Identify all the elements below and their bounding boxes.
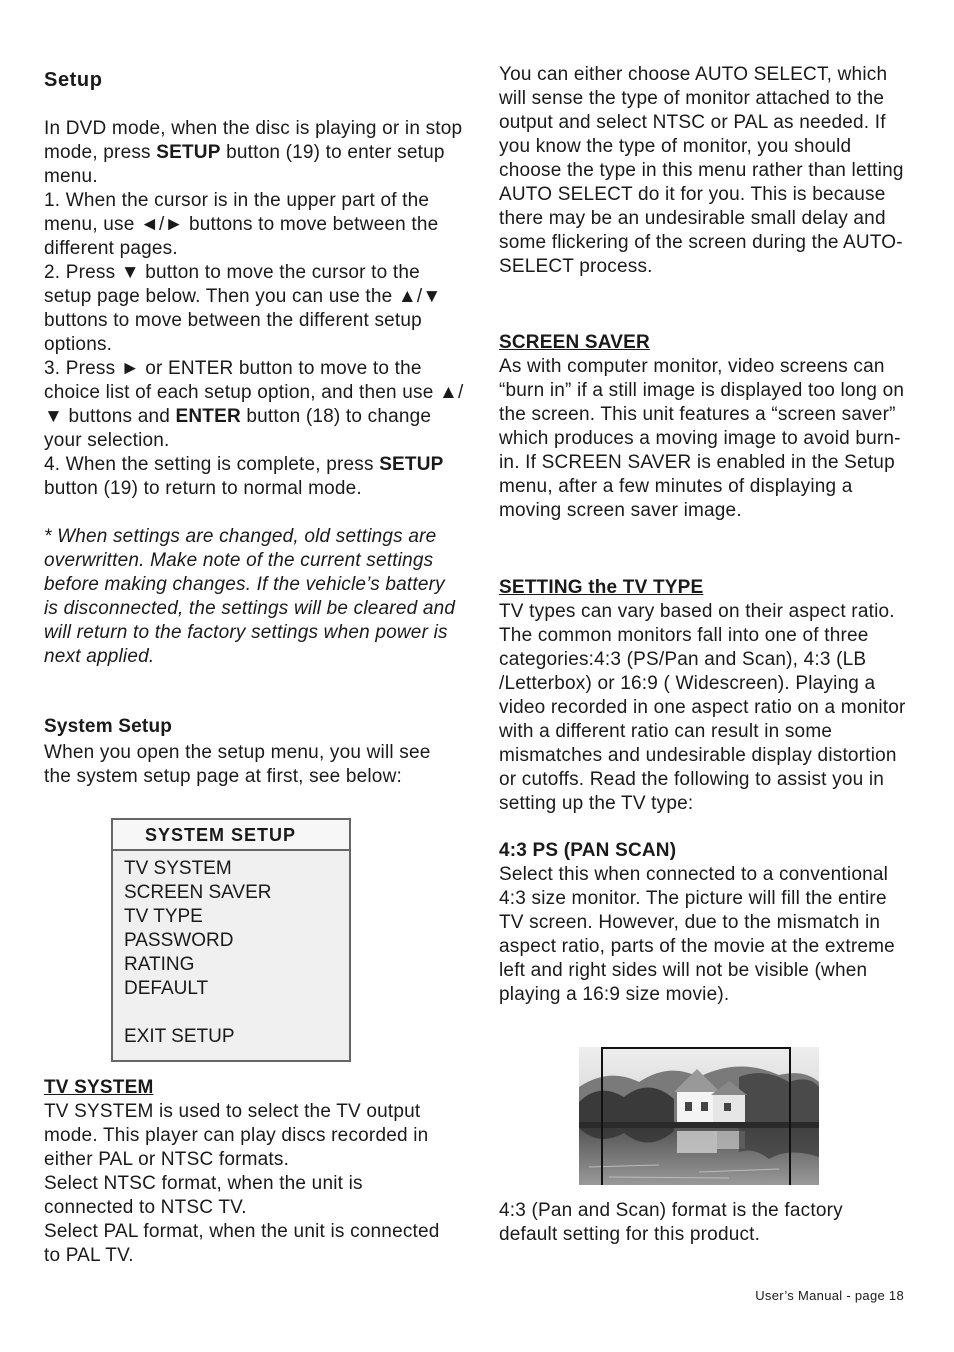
menu-item-tv-type: TV TYPE bbox=[124, 906, 203, 927]
step-1: 1. When the cursor is in the upper part of the menu, use ◄/► buttons to move between the different pages. bbox=[44, 190, 439, 259]
menu-item-exit-setup: EXIT SETUP bbox=[124, 1026, 235, 1047]
menu-item-default: DEFAULT bbox=[124, 978, 209, 999]
tv-type-text: TV types can vary based on their aspect ratio. The common monitors fall into one of three categories:4:3 (PS/Pan and Scan), 4:3 (LB /Letterbox) or 16:9 ( Widescreen). Playing a video recorded in one aspect ratio on a monitor with a different ratio can result in some mismatches and undesirable display distortion or cutoffs. Read the following to assist you in setting up the TV type: bbox=[499, 601, 906, 814]
menu-item-password: PASSWORD bbox=[124, 930, 234, 951]
auto-select-text: You can either choose AUTO SELECT, which will sense the type of monitor attached to the output and select NTSC or PAL as needed. If you know the type of monitor, you should choose the type in this menu rather than letting AUTO SELECT do it for you. This is because there may be an undesirable small delay and some flickering of the screen during the AUTO-SELECT process. bbox=[499, 64, 904, 277]
pan-scan-frame bbox=[601, 1047, 791, 1185]
menu-item-rating: RATING bbox=[124, 954, 195, 975]
tv-system-heading: TV SYSTEM bbox=[44, 1077, 154, 1098]
menu-item-screen-saver: SCREEN SAVER bbox=[124, 882, 272, 903]
page-footer: User’s Manual - page 18 bbox=[755, 1288, 904, 1303]
system-setup-menu bbox=[111, 818, 351, 1062]
screen-saver-heading: SCREEN SAVER bbox=[499, 332, 650, 353]
settings-note: * When settings are changed, old settings are overwritten. Make note of the current settings before making changes. If the vehicle’s battery is disconnected, the settings will be cleared and will return to the factory settings when power is next applied. bbox=[44, 526, 456, 667]
tv-type-heading: SETTING the TV TYPE bbox=[499, 577, 704, 598]
tv-system-text: TV SYSTEM is used to select the TV output mode. This player can play discs recorded in either PAL or NTSC formats. Select NTSC format, when the unit is connected to NTSC TV. Select PAL format, when the unit is connected to PAL TV. bbox=[44, 1101, 440, 1266]
pan-scan-heading: 4:3 PS (PAN SCAN) bbox=[499, 840, 677, 861]
step-2: 2. Press ▼ button to move the cursor to the setup page below. Then you can use the ▲/▼ buttons to move between the different setup options. bbox=[44, 262, 442, 355]
screen-saver-text: As with computer monitor, video screens can “burn in” if a still image is displayed too long on the screen. This unit features a “screen saver” which produces a moving image to avoid burn-in. If SCREEN SAVER is enabled in the Setup menu, after a few minutes of displaying a moving screen saver image. bbox=[499, 356, 905, 521]
pan-scan-text: Select this when connected to a conventional 4:3 size monitor. The picture will fill the entire TV screen. However, due to the mismatch in aspect ratio, parts of the movie at the extreme left and right sides will not be visible (when playing a 16:9 size movie). bbox=[499, 864, 895, 1005]
page-title: Setup bbox=[44, 69, 103, 91]
system-setup-text: When you open the setup menu, you will see the system setup page at first, see below: bbox=[44, 742, 431, 787]
intro-paragraph: In DVD mode, when the disc is playing or in stop mode, press SETUP button (19) to enter setup menu. bbox=[44, 118, 463, 187]
menu-item-tv-system: TV SYSTEM bbox=[124, 858, 232, 879]
step-3: 3. Press ► or ENTER button to move to the choice list of each setup option, and then use ▲/▼ buttons and ENTER button (18) to change your selection. bbox=[44, 358, 464, 451]
menu-title: SYSTEM SETUP bbox=[113, 820, 349, 851]
menu-item-list bbox=[113, 851, 349, 1049]
system-setup-heading: System Setup bbox=[44, 716, 173, 737]
step-4: 4. When the setting is complete, press SETUP button (19) to return to normal mode. bbox=[44, 454, 444, 499]
default-setting-text: 4:3 (Pan and Scan) format is the factory default setting for this product. bbox=[499, 1200, 843, 1245]
pan-scan-picture bbox=[579, 1047, 819, 1185]
